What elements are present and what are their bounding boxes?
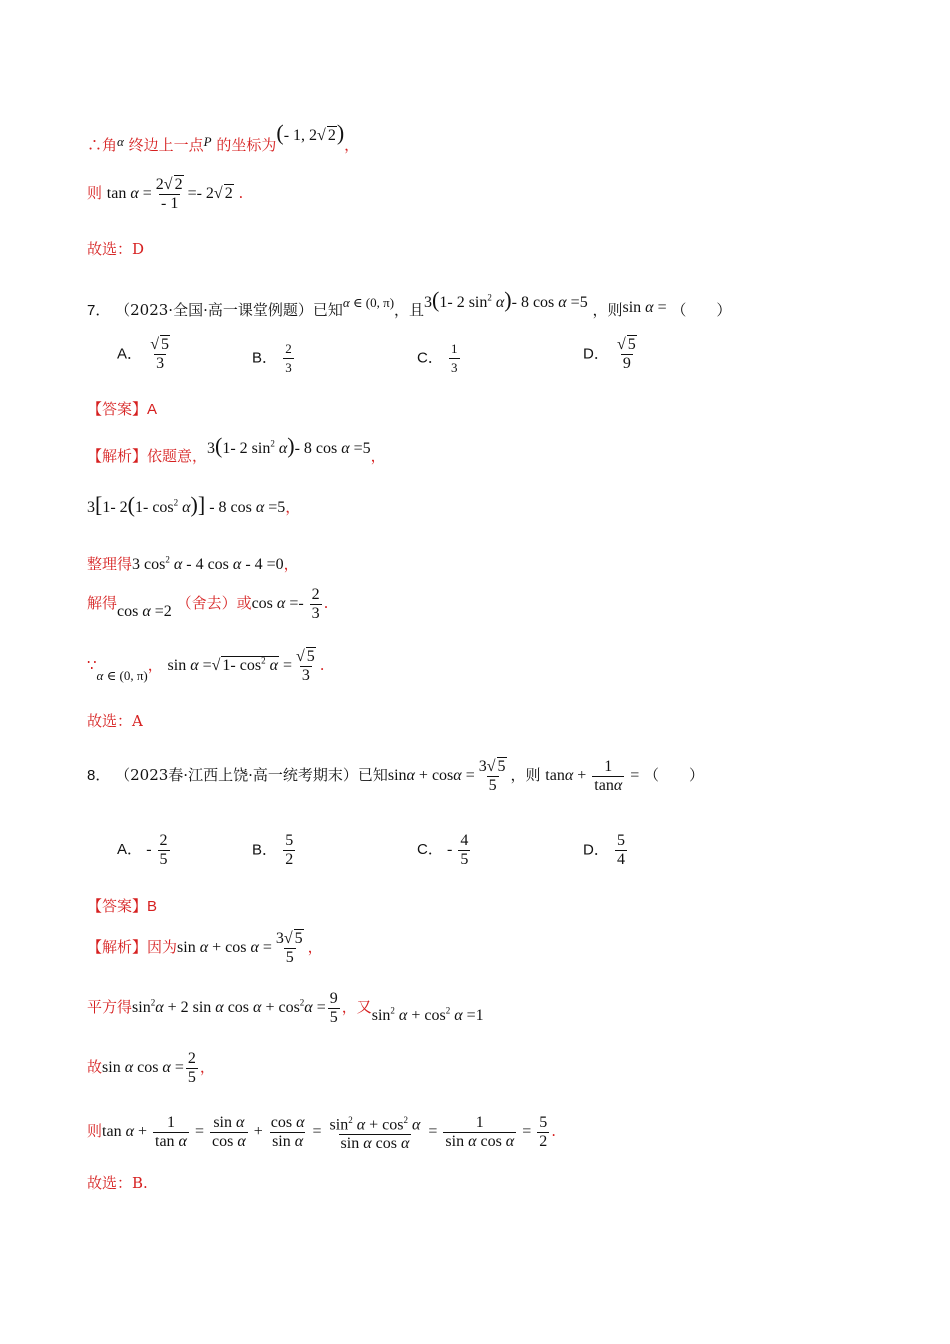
analysis-7-line3: 整理得3 $\cos^2 \alpha - 4$ cos α - 4 =0， — [87, 554, 299, 573]
option-7-c[interactable] — [417, 340, 462, 377]
num: 5 — [285, 832, 294, 849]
option-8-a[interactable]: A． - $\frac{2}{5}$ — [117, 832, 168, 868]
option-label: B． — [252, 841, 278, 859]
answer-select-b — [87, 1172, 148, 1193]
text: 终边上一点 — [128, 136, 204, 154]
analysis-8-line2: 平方得$\sin^2\alpha + 2$ sin α $\cos \alpha + \cos^2\alpha$ = $\frac{9}{5}$ ，又$\sin^2 \alpha + \cos^2 \alpha =1$ — [87, 990, 484, 1026]
question-8: 8． （2023春·江西上饶·高一统考期末）已知sinα + cosα = $\frac{3√ 5}{5}$ ，则 tanα + $\frac{1}{\tan\alpha}$ = （ ） — [87, 758, 705, 794]
q-number: 7． — [87, 302, 111, 319]
text: . — [238, 184, 244, 203]
q-source: （2023·全国·高一课堂例题）已知 — [115, 301, 343, 319]
num: 4 — [460, 832, 469, 849]
den: 5 — [460, 851, 469, 868]
option-7-a[interactable]: A． $\frac{√ 5}{3}$ — [117, 336, 169, 372]
text: ， — [283, 555, 299, 573]
q-number: 8． — [87, 767, 111, 785]
text: ，则 — [592, 301, 623, 319]
text: 【答案】A — [87, 401, 158, 418]
option-label: D． — [583, 345, 609, 363]
option-8-b[interactable] — [252, 832, 297, 869]
option-7-d[interactable]: D． $\frac{√ 5}{9}$ — [583, 336, 636, 372]
option-label: D． — [583, 841, 609, 859]
analysis-8-line4: 则tan α + $\frac{1}{\text{tan α}}$ = $\frac{\text{sin α}}{\text{cos α}}$ + $\frac{\text{cos α}}{\text{sin α}}$ = $\frac{\sin^2 \alpha + \cos^2 \alpha}{\text{sin α cos α}}$ = $\frac{1}{\text{sin α cos α}}$ = $\frac{5}{2}$ . — [87, 1113, 557, 1153]
text: 故选：B. — [87, 1174, 148, 1192]
text: 则 — [87, 184, 103, 203]
option-label: A． — [117, 345, 143, 363]
text: （舍去）或 — [176, 594, 252, 613]
text: . — [319, 656, 325, 675]
text: ，又 — [341, 998, 372, 1017]
analysis-8-line1: 【解析】因为sin α + cos α = $\frac{3√ 5}{5}$ ， — [87, 930, 323, 966]
num: 1 — [451, 341, 458, 356]
text: ，则 — [510, 766, 541, 785]
question-7: 7． （2023·全国·高一课堂例题）已知α ∈ (0, π)，且3(1- 2 $\sin^2 \alpha)-$ 8 cos α =5 ，则sin α = （ ） — [87, 287, 732, 319]
text: ，且 — [394, 301, 425, 319]
text: （ ） — [671, 301, 732, 319]
answer-7 — [87, 398, 157, 419]
text: ， — [199, 1058, 215, 1077]
option-label: B． — [252, 349, 278, 367]
text: 【解析】依题意， — [87, 447, 208, 465]
analysis-7-line2: 3[1- 2(1- $\cos^2 \alpha)] - 8$ cos α =5， — [87, 492, 301, 517]
text: 故 — [87, 1058, 103, 1077]
text: ， — [344, 136, 360, 154]
option-label: C． — [417, 349, 443, 367]
den: 2 — [285, 851, 294, 868]
analysis-7-line1: 【解析】依题意，3(1- 2 $\sin^2 \alpha)-$ 8 cos α =5， — [87, 433, 386, 465]
option-label: A． — [117, 841, 143, 859]
text: 解得 — [87, 594, 118, 613]
text: 故选：A — [87, 712, 143, 730]
num: 2 — [159, 832, 168, 849]
solution-line-tan: 则 tan α = $\frac{2√ 2}{- 1}$ =- 2√ 2 . — [87, 176, 244, 212]
text: . — [323, 594, 329, 613]
den: 5 — [159, 851, 168, 868]
text: 平方得 — [87, 998, 133, 1017]
text: 【解析】因为 — [87, 938, 178, 957]
num: 5 — [617, 832, 626, 849]
text: ∵ — [87, 656, 97, 675]
solution-line-point: ∴角α 终边上一点P 的坐标为(- 1, 2√ 2)， — [87, 120, 360, 154]
answer-select-a — [87, 710, 143, 731]
text: 则 — [87, 1121, 103, 1140]
text: ， — [307, 938, 323, 957]
option-8-d[interactable] — [583, 832, 629, 869]
num: 2 — [285, 341, 292, 356]
text: ， — [147, 656, 163, 675]
analysis-7-line4: 解得cos α =2 （舍去）或cos α =- $\frac{2}{3}$ . — [87, 586, 329, 622]
option-7-b[interactable] — [252, 340, 296, 377]
text: ∴角 — [87, 136, 118, 154]
text: 【答案】B — [87, 898, 158, 915]
analysis-8-line3: 故sin α cos α = $\frac{2}{5}$ ， — [87, 1050, 215, 1086]
option-label: C． — [417, 841, 443, 859]
option-8-c[interactable]: C． - $\frac{4}{5}$ — [417, 832, 469, 868]
text: 的坐标为 — [216, 136, 277, 154]
den: 3 — [285, 360, 292, 375]
q-source: （2023春·江西上饶·高一统考期末）已知 — [115, 766, 388, 785]
text: 整理得 — [87, 555, 133, 573]
den: 4 — [617, 851, 626, 868]
text: 故选：D — [87, 240, 145, 258]
text: （ ） — [644, 766, 705, 785]
den: 3 — [451, 360, 458, 375]
text: ， — [370, 447, 386, 465]
answer-8 — [87, 895, 157, 916]
text: . — [551, 1121, 557, 1140]
text: ， — [285, 498, 301, 516]
answer-select-d — [87, 238, 144, 259]
analysis-7-line5: ∵α ∈ (0, π)， sin α =√ 1- $\cos^2 \alpha$ = $\frac{√ 5}{3}$ . — [87, 648, 325, 684]
